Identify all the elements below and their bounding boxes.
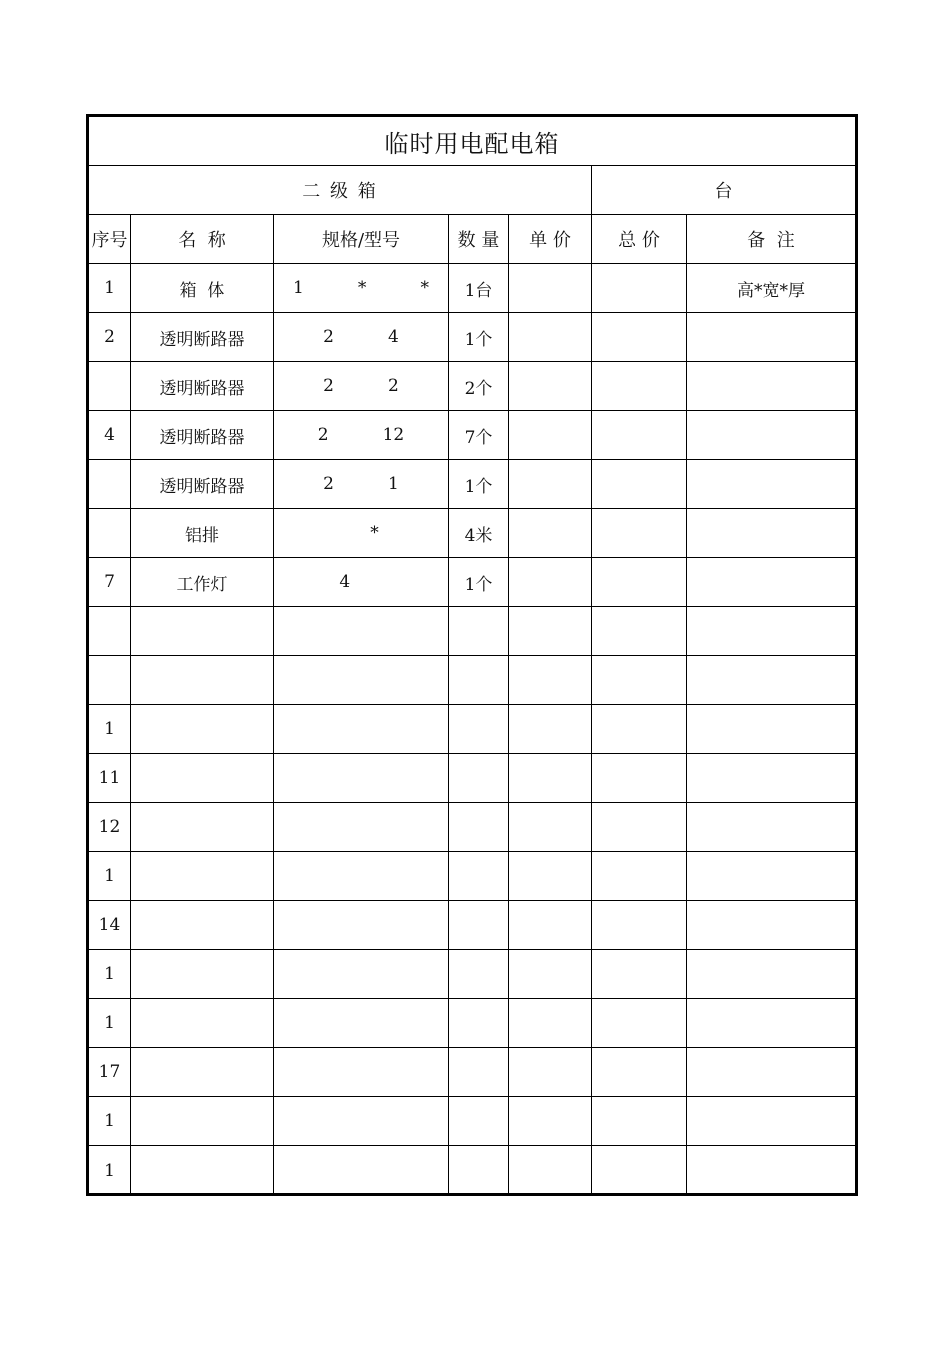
row-note-cell — [686, 656, 855, 704]
unit-label: 台 — [591, 166, 855, 214]
row-name-cell — [130, 754, 273, 802]
row-name-cell — [130, 1097, 273, 1145]
row-qty-cell — [448, 705, 508, 753]
table-row — [89, 754, 855, 803]
row-name-cell — [130, 1146, 273, 1195]
row-note-cell — [686, 607, 855, 655]
header-no: 序号 — [91, 230, 128, 251]
row-unit-price-cell — [508, 754, 591, 802]
table-row — [89, 460, 855, 509]
table-row — [89, 558, 855, 607]
row-note-cell — [686, 901, 855, 949]
row-no-cell: 4 — [104, 425, 115, 445]
row-no-cell: 1 — [104, 719, 115, 739]
table-row — [89, 509, 855, 558]
row-note-cell — [686, 460, 855, 508]
row-qty-cell: 1个 — [448, 313, 508, 361]
row-name-cell — [130, 656, 273, 704]
row-name-cell: 透明断路器 — [130, 362, 273, 410]
header-note: 备 注 — [686, 215, 855, 263]
row-qty-cell: 7个 — [448, 411, 508, 459]
row-unit-price-cell — [508, 999, 591, 1047]
row-spec-cell — [273, 901, 448, 949]
row-qty-cell — [448, 999, 508, 1047]
row-no-cell — [89, 460, 130, 508]
row-note-cell — [686, 999, 855, 1047]
row-no-cell: 17 — [98, 1062, 121, 1082]
row-name-cell — [130, 1048, 273, 1096]
table-row — [89, 264, 855, 313]
row-total-cell — [591, 264, 686, 312]
table-title: 临时用电配电箱 — [384, 129, 560, 158]
row-name-cell — [130, 901, 273, 949]
row-spec-cell — [273, 607, 448, 655]
row-total-cell — [591, 362, 686, 410]
row-spec-cell — [273, 852, 448, 900]
row-total-cell — [591, 607, 686, 655]
row-spec-cell — [273, 950, 448, 998]
row-name-cell: 透明断路器 — [130, 313, 273, 361]
table-row — [89, 803, 855, 852]
row-unit-price-cell — [508, 950, 591, 998]
row-qty-cell — [448, 852, 508, 900]
row-qty-cell: 1个 — [448, 558, 508, 606]
table-row — [89, 1097, 855, 1146]
table-row — [89, 852, 855, 901]
row-spec-cell — [273, 1048, 448, 1096]
row-total-cell — [591, 705, 686, 753]
header-spec: 规格/型号 — [273, 215, 448, 263]
subtitle-row — [89, 166, 855, 215]
header-row — [89, 215, 855, 264]
row-spec-cell: 2 12 — [273, 411, 448, 459]
row-unit-price-cell — [508, 1097, 591, 1145]
row-total-cell — [591, 901, 686, 949]
row-qty-cell: 2个 — [448, 362, 508, 410]
row-name-cell — [130, 803, 273, 851]
row-qty-cell — [448, 656, 508, 704]
row-note-cell — [686, 1097, 855, 1145]
row-no-cell — [89, 656, 130, 704]
row-qty-cell — [448, 1048, 508, 1096]
row-qty-cell: 1台 — [448, 264, 508, 312]
row-name-cell — [130, 999, 273, 1047]
row-note-cell: 高*宽*厚 — [686, 264, 855, 312]
row-qty-cell — [448, 1097, 508, 1145]
table-row — [89, 705, 855, 754]
row-spec-cell: 2 2 — [273, 362, 448, 410]
row-spec-cell: 4 — [273, 558, 448, 606]
row-spec-cell — [273, 999, 448, 1047]
row-qty-cell — [448, 754, 508, 802]
row-note-cell — [686, 950, 855, 998]
row-name-cell — [130, 950, 273, 998]
row-total-cell — [591, 754, 686, 802]
row-note-cell — [686, 313, 855, 361]
row-note-cell — [686, 1146, 855, 1195]
row-no-cell — [89, 509, 130, 557]
row-spec-cell — [273, 1097, 448, 1145]
row-qty-cell: 1个 — [448, 460, 508, 508]
header-name: 名 称 — [130, 215, 273, 263]
row-note-cell — [686, 411, 855, 459]
row-no-cell: 1 — [104, 964, 115, 984]
row-unit-price-cell — [508, 852, 591, 900]
title-row — [89, 117, 855, 166]
header-unit-price: 单 价 — [508, 215, 591, 263]
row-note-cell — [686, 803, 855, 851]
row-no-cell: 2 — [104, 327, 115, 347]
row-name-cell: 箱 体 — [130, 264, 273, 312]
row-no-cell: 7 — [104, 572, 115, 592]
row-qty-cell — [448, 803, 508, 851]
distribution-box-table — [86, 114, 858, 1196]
row-total-cell — [591, 1048, 686, 1096]
row-no-cell: 1 — [104, 866, 115, 886]
row-name-cell: 铝排 — [130, 509, 273, 557]
table-row — [89, 607, 855, 656]
row-total-cell — [591, 460, 686, 508]
row-qty-cell — [448, 607, 508, 655]
row-spec-cell: * — [273, 509, 448, 557]
row-unit-price-cell — [508, 411, 591, 459]
row-total-cell — [591, 313, 686, 361]
row-note-cell — [686, 705, 855, 753]
row-qty-cell: 4米 — [448, 509, 508, 557]
row-total-cell — [591, 852, 686, 900]
header-total: 总 价 — [591, 215, 686, 263]
table-row — [89, 1146, 855, 1195]
row-name-cell — [130, 607, 273, 655]
row-total-cell — [591, 950, 686, 998]
row-name-cell: 透明断路器 — [130, 411, 273, 459]
row-total-cell — [591, 656, 686, 704]
row-unit-price-cell — [508, 558, 591, 606]
table-row — [89, 656, 855, 705]
row-unit-price-cell — [508, 607, 591, 655]
row-no-cell — [89, 607, 130, 655]
row-note-cell — [686, 754, 855, 802]
table-row — [89, 901, 855, 950]
row-unit-price-cell — [508, 313, 591, 361]
row-unit-price-cell — [508, 1146, 591, 1195]
row-note-cell — [686, 852, 855, 900]
row-qty-cell — [448, 1146, 508, 1195]
row-total-cell — [591, 558, 686, 606]
row-name-cell: 工作灯 — [130, 558, 273, 606]
row-no-cell: 11 — [98, 768, 121, 788]
table-row — [89, 1048, 855, 1097]
row-unit-price-cell — [508, 705, 591, 753]
row-total-cell — [591, 509, 686, 557]
table-row — [89, 999, 855, 1048]
row-unit-price-cell — [508, 509, 591, 557]
row-spec-cell — [273, 1146, 448, 1195]
row-no-cell: 12 — [98, 817, 121, 837]
row-qty-cell — [448, 950, 508, 998]
row-no-cell — [89, 362, 130, 410]
row-unit-price-cell — [508, 460, 591, 508]
row-unit-price-cell — [508, 656, 591, 704]
row-name-cell — [130, 705, 273, 753]
row-unit-price-cell — [508, 803, 591, 851]
row-spec-cell — [273, 754, 448, 802]
row-unit-price-cell — [508, 1048, 591, 1096]
row-total-cell — [591, 1097, 686, 1145]
row-spec-cell — [273, 656, 448, 704]
row-note-cell — [686, 509, 855, 557]
table-row — [89, 950, 855, 999]
row-spec-cell: 2 1 — [273, 460, 448, 508]
table-row — [89, 362, 855, 411]
box-level-label: 二 级 箱 — [302, 181, 378, 202]
row-total-cell — [591, 411, 686, 459]
row-qty-cell — [448, 901, 508, 949]
row-name-cell: 透明断路器 — [130, 460, 273, 508]
row-spec-cell: 1 * * — [273, 264, 448, 312]
row-no-cell: 14 — [98, 915, 121, 935]
row-no-cell: 1 — [104, 278, 115, 298]
table-row — [89, 411, 855, 460]
row-total-cell — [591, 803, 686, 851]
row-unit-price-cell — [508, 362, 591, 410]
row-total-cell — [591, 1146, 686, 1195]
row-note-cell — [686, 1048, 855, 1096]
row-spec-cell — [273, 803, 448, 851]
row-spec-cell: 2 4 — [273, 313, 448, 361]
table-row — [89, 313, 855, 362]
row-total-cell — [591, 999, 686, 1047]
row-no-cell: 1 — [104, 1111, 115, 1131]
row-name-cell — [130, 852, 273, 900]
row-unit-price-cell — [508, 901, 591, 949]
header-qty: 数 量 — [448, 215, 508, 263]
row-spec-cell — [273, 705, 448, 753]
row-unit-price-cell — [508, 264, 591, 312]
row-no-cell: 1 — [104, 1013, 115, 1033]
row-note-cell — [686, 558, 855, 606]
row-no-cell: 1 — [104, 1160, 115, 1181]
row-note-cell — [686, 362, 855, 410]
